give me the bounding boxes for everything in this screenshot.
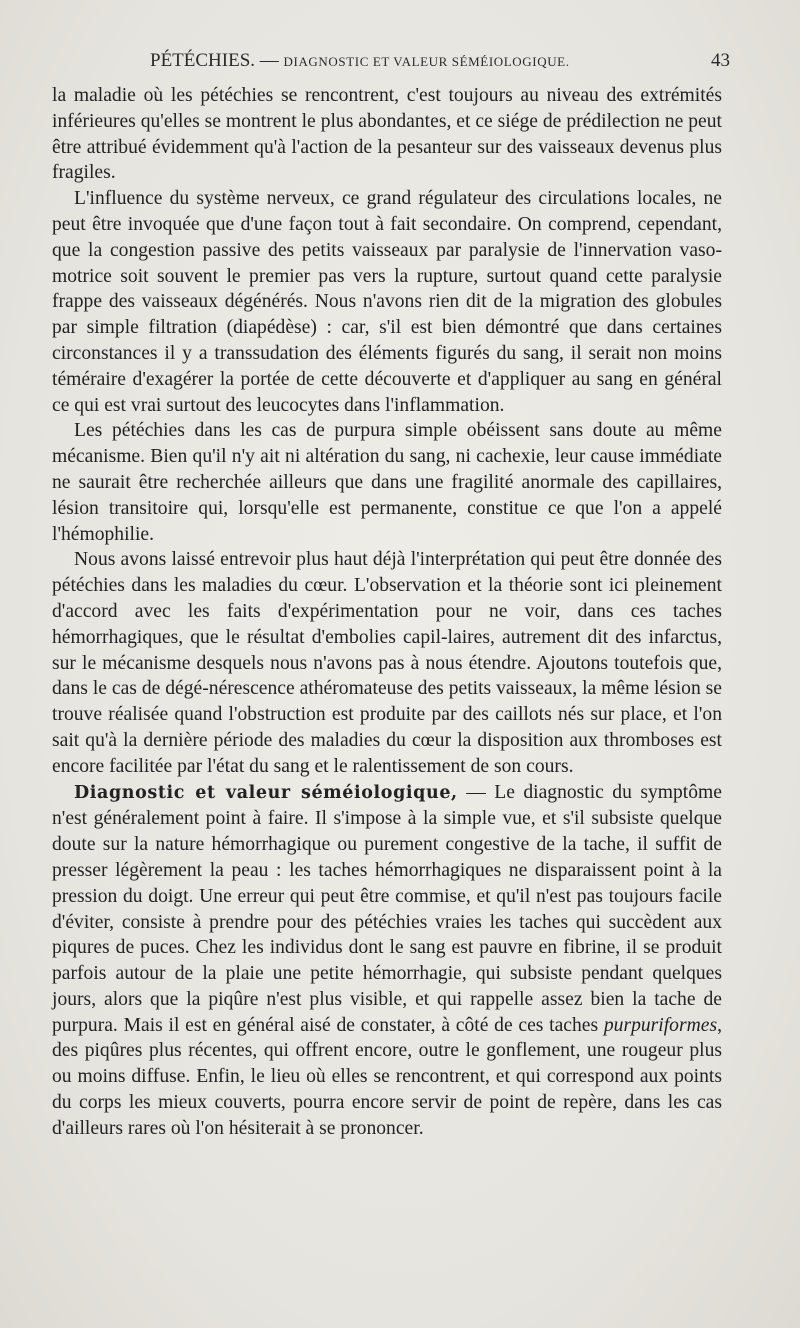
section-heading: Diagnostic et valeur séméiologique,: [74, 782, 458, 803]
paragraph-1: la maladie où les pétéchies se rencontrent, c'est toujours au niveau des extrémités inférieures qu'elles se montrent le plus abondantes, et ce siége de prédilection ne peut être attribué évidemment qu'à l'action de la pesanteur sur des vaisseaux devenus plus fragiles.: [52, 85, 722, 184]
paragraph-2: L'influence du système nerveux, ce grand régulateur des circulations locales, ne peut être invoquée que d'une façon tout à fait secondaire. On comprend, cependant, que la congestion passive des petits vaisseaux par paralysie de l'innervation vaso-motrice soit souvent le premier pas vers la rupture, surtout quand cette paralysie frappe des vaisseaux dégénérés. Nous n'avons rien dit de la migration des globules par simple filtration (diapédèse) : car, s'il est bien démontré que dans certaines circonstances il y a transsudation des éléments figurés du sang, il serait non moins téméraire d'exagérer la portée de cette découverte et d'appliquer au sang en général ce qui est vrai surtout des leucocytes dans l'inflammation.: [52, 188, 722, 416]
paragraph-4: Nous avons laissé entrevoir plus haut déjà l'interprétation qui peut être donnée des pétéchies dans les maladies du cœur. L'observation et la théorie sont ici pleinement d'accord avec les faits d'expérimentation pour ne voir, dans ces taches hémorrhagiques, que le résultat d'embolies capil-laires, autrement dit des infarctus, sur le mécanisme desquels nous n'avons pas à nous étendre. Ajoutons toutefois que, dans le cas de dégé-nérescence athéromateuse des petits vaisseaux, la même lésion se trouve réalisée quand l'obstruction est produite par des caillots nés sur place, et l'on sait qu'à la dernière période des maladies du cœur la disposition aux thromboses est encore facilitée par l'état du sang et le ralentissement de son cours.: [52, 549, 722, 777]
running-title: [150, 50, 570, 72]
body-text: [52, 83, 722, 1142]
paragraph-3: Les pétéchies dans les cas de purpura simple obéissent sans doute au même mécanisme. Bien qu'il n'y ait ni altération du sang, ni cachexie, leur cause immédiate ne saurait être recherchée ailleurs que dans une fragilité anormale des capillaires, lésion transitoire qui, lorsqu'elle est permanente, constitue ce que l'on a appelé l'hémophilie.: [52, 420, 722, 545]
paragraph-diagnostic: [52, 780, 722, 1142]
section-text-start: — Le diagnostic du symptôme n'est généralement point à faire. Il s'impose à la simple vue, et s'il subsiste quelque doute sur la nature hémorrhagique ou purement congestive de la tache, il suffit de presser légèrement la peau : les taches hémorrhagiques ne disparaissent point à la pression du doigt. Une erreur qui peut être commise, et qu'il n'est pas toujours facile d'éviter, consiste à prendre pour des pétéchies vraies les taches qui succèdent aux piqures de puces. Chez les individus dont le sang est pauvre en fibrine, il se produit parfois autour de la plaie une petite hémorrhagie, qui subsiste pendant quelques jours, alors que la piqûre n'est plus visible, et qui rappelle assez bien la tache de purpura. Mais il est en général aisé de constater, à côté de ces taches: [52, 781, 722, 1036]
section-italic-term: purpuriformes: [603, 1014, 718, 1036]
running-head: [52, 50, 730, 76]
running-title-sub: DIAGNOSTIC ET VALEUR SÉMÉIOLOGIQUE.: [283, 54, 570, 69]
running-title-main: PÉTÉCHIES. —: [150, 50, 279, 71]
page-number: 43: [711, 50, 730, 71]
section-text-end: , des piqûres plus récentes, qui offrent encore, outre le gonflement, une rougeur plus ou moins diffuse. Enfin, le lieu où elles se rencontrent, et qui correspond aux points du corps les mieux couverts, pourra encore servir de point de repère, dans les cas d'ailleurs rares où l'on hésiterait à se prononcer.: [52, 1014, 722, 1139]
